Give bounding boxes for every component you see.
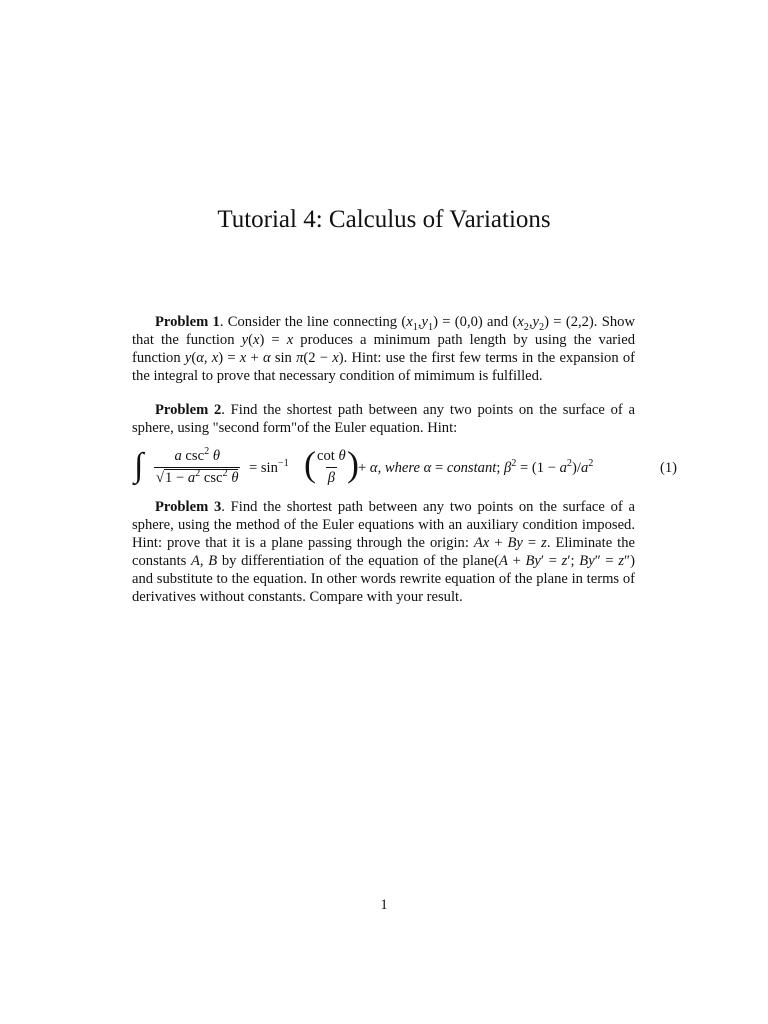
problem-1-text-d: produces a minimum path length by using the varied function: [132, 332, 635, 366]
math-inline: $x_2,y_2$: [517, 314, 545, 333]
problem-2-paragraph: [132, 401, 635, 437]
problem-3-label: Problem 3: [155, 499, 222, 515]
math-inline: A + By′ = z′; By″ = z″: [499, 553, 631, 569]
problem-3-text-c: by differentiation of the equation of the plane(: [217, 553, 499, 569]
problem-1-text-e: . Hint: use the first few terms in the expansion of the integral to prove that necessary condition of mimimum is fulfilled.: [132, 350, 636, 384]
problem-1-label: Problem 1: [155, 314, 220, 330]
problem-3-text-d: ) and substitute to the equation. In other words rewrite equation of the plane in terms of derivatives without constants. Compare with your result.: [132, 553, 635, 605]
right-paren: ): [347, 444, 359, 484]
equation-middle: = $\sin^{-1}$: [249, 458, 289, 476]
math-inline: y(α, x) = x + α sin π(2 − x): [184, 350, 344, 366]
math-inline: $x_1,y_1$: [406, 314, 434, 333]
equation-1: [132, 444, 677, 492]
problem-3-text-a: . Find the shortest path between any two points on the surface of a sphere, using the method of the Euler equations with an auxiliary condition imposed. Hint: prove that it is a plane passing through the origin:: [132, 499, 635, 551]
fraction-left: a $\csc^2 \theta$ $√1 - a^2$ $\csc^2 \theta$: [156, 446, 239, 486]
problem-1-paragraph: [132, 313, 635, 385]
math-inline: A, B: [190, 553, 218, 569]
fraction-right: $\frac{\text{cot θ}}{\beta}$: [317, 448, 346, 486]
equation-tail: + α, where α = constant; $\beta^2 = (1 - a^2)/a^2$: [358, 458, 594, 476]
math-inline: y(x) = x: [241, 332, 294, 348]
problem-3-text-b: . Eliminate the constants: [132, 535, 636, 569]
problem-1-text-b: ) = (0,0) and (: [433, 314, 518, 330]
problem-1-text-c: ) = (2,2). Show that the function: [132, 314, 635, 348]
problem-1-text-a: . Consider the line connecting (: [219, 314, 407, 330]
problem-3-paragraph: [132, 498, 635, 606]
page-number: 1: [380, 897, 388, 913]
document-title: Tutorial 4: Calculus of Variations: [217, 206, 551, 233]
integral-sign: ∫: [134, 447, 144, 484]
problem-2-label: Problem 2: [155, 402, 222, 418]
left-paren: (: [304, 444, 316, 484]
equation-number: (1): [659, 460, 677, 476]
math-inline: Ax + By = z: [473, 535, 547, 551]
problem-2-text: . Find the shortest path between any two points on the surface of a sphere, using "second form"of the Euler equation. Hint:: [132, 402, 635, 436]
